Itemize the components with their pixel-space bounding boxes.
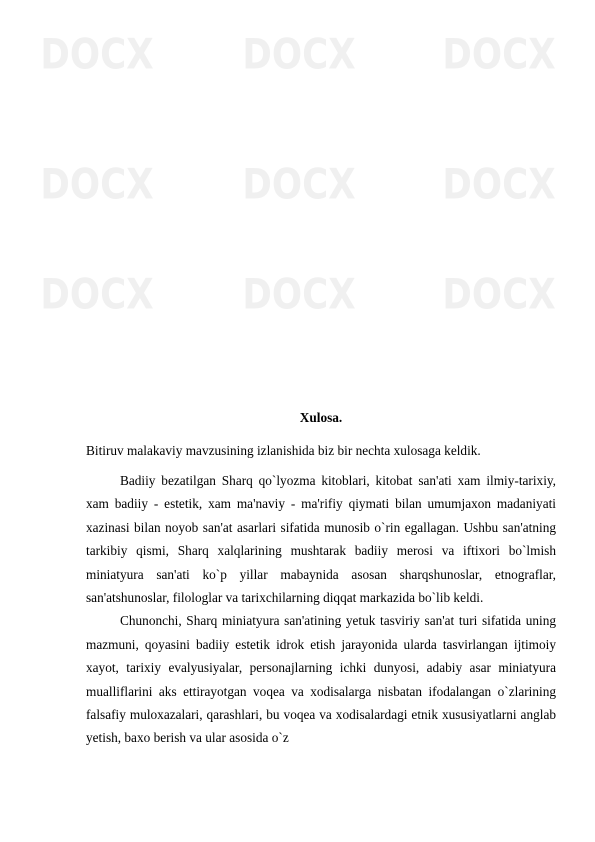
paragraph-1: Badiiy bezatilgan Sharq qo`lyozma kitoblari, kitobat san'ati xam ilmiy-tarixiy, xam badiiy - estetik, xam ma'naviy - ma'rifiy qiymati bilan umumjaxon madaniyati xazinasi bilan noyob san'at asarlari sifatida munosib o`rin egallagan. Ushbu san'atning tarkibiy qismi, Sharq xalqlarining mushtarak badiiy merosi va iftixori bo`lmish miniatyura san'ati ko`p yillar mabaynida asosan sharqshunoslar, etnograflar, san'atshunoslar, filologlar va tarixchilarning diqqat markazida bo`lib keldi. <box>86 473 556 606</box>
svg-text:DOCX: DOCX <box>242 29 356 79</box>
docx-watermark-logo <box>38 30 158 78</box>
docx-watermark-logo <box>240 160 360 208</box>
svg-text:DOCX: DOCX <box>442 159 556 209</box>
paragraph-2: Chunonchi, Sharq miniatyura san'atining yetuk tasviriy san'at turi sifatida uning mazmuni, qoyasini badiiy estetik idrok etish jarayonida ularda tasvirlangan ijtimoiy xayot, tarixiy evalyusiyalar, personajlarning ichki dunyosi, adabiy asar miniatyura mualliflarini aks ettirayotgan voqea va xodisalarga nisbatan ifodalangan o`zlarining falsafiy muloxazalari, qarashlari, bu voqea va xodisalardagi etnik xususiyatlarni anglab yetish, baxo berish va ular asosida o`z <box>86 613 556 746</box>
lead-sentence: Bitiruv malakaviy mavzusining izlanishida biz bir nechta xulosaga keldik. <box>86 443 481 458</box>
svg-text:DOCX: DOCX <box>242 269 356 319</box>
svg-text:DOCX: DOCX <box>40 29 154 79</box>
document-body <box>86 408 556 750</box>
docx-watermark-logo <box>440 270 560 318</box>
docx-watermark-logo <box>240 270 360 318</box>
svg-text:DOCX: DOCX <box>40 159 154 209</box>
docx-watermark-logo <box>440 160 560 208</box>
svg-text:DOCX: DOCX <box>442 29 556 79</box>
docx-watermark-logo <box>440 30 560 78</box>
document-title: Xulosa. <box>299 410 343 425</box>
svg-text:DOCX: DOCX <box>242 159 356 209</box>
docx-watermark-logo <box>38 160 158 208</box>
svg-text:DOCX: DOCX <box>442 269 556 319</box>
docx-watermark-logo <box>38 270 158 318</box>
docx-watermark-logo <box>240 30 360 78</box>
svg-text:DOCX: DOCX <box>40 269 154 319</box>
